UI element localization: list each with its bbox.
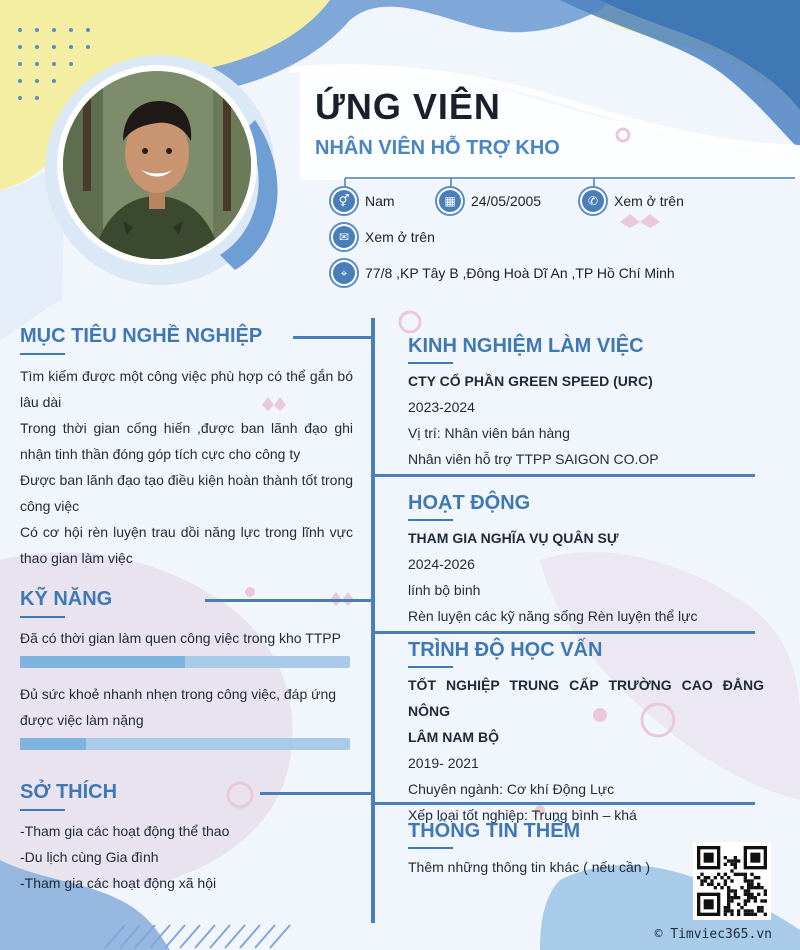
skills-underline	[20, 616, 65, 618]
objective-line: lâu dài	[20, 394, 62, 410]
experience-underline	[408, 362, 453, 364]
gender-value: Nam	[365, 193, 395, 209]
skill-text: được việc làm nặng	[20, 712, 144, 728]
activity-name: THAM GIA NGHĨA VỤ QUÂN SỰ	[408, 530, 619, 546]
objective-line: Có cơ hội rèn luyện trau dồi năng lực trong lĩnh vực	[20, 524, 353, 540]
activity-detail: Rèn luyện các kỹ năng sống Rèn luyện thể lực	[408, 608, 698, 624]
qr-code	[693, 842, 771, 920]
avatar	[57, 65, 257, 265]
experience-detail: Nhân viên hỗ trợ TTPP SAIGON CO.OP	[408, 451, 659, 467]
skill-bar-fill	[20, 738, 86, 750]
extra-underline	[408, 847, 453, 849]
activities-block	[408, 525, 768, 629]
extra-line: Thêm những thông tin khác ( nếu cần )	[408, 859, 651, 875]
objective-title: MỤC TIÊU NGHỀ NGHIỆP	[20, 325, 263, 347]
hobbies-rule	[260, 792, 373, 795]
hobby-item: -Du lịch cùng Gia đình	[20, 849, 159, 865]
skill-item-2	[20, 681, 353, 733]
skills-title: KỸ NĂNG	[20, 588, 113, 610]
activities-underline	[408, 519, 453, 521]
objective-line: nhận tinh thần đóng góp tích cực cho công ty	[20, 446, 301, 462]
education-school: TỐT NGHIỆP TRUNG CẤP TRƯỜNG CAO ĐẲNG NÔNG	[408, 677, 764, 719]
hobby-item: -Tham gia các hoạt động thể thao	[20, 823, 230, 839]
objective-text	[20, 363, 353, 571]
contact-gender	[329, 186, 395, 216]
contact-address	[329, 258, 675, 288]
education-school: LÂM NAM BỘ	[408, 729, 499, 745]
education-rule	[371, 802, 755, 805]
hobbies-list	[20, 818, 353, 896]
experience-company: CTY CỔ PHẦN GREEN SPEED (URC)	[408, 373, 653, 389]
avatar-photo	[63, 71, 251, 259]
objective-line: Được ban lãnh đạo tạo điều kiện hoàn thành tốt trong	[20, 472, 354, 488]
contact-phone	[578, 186, 684, 216]
education-grade: Xếp loại tốt nghiệp: Trung bình – khá	[408, 807, 637, 823]
education-period: 2019- 2021	[408, 755, 479, 771]
skill-item-1	[20, 625, 353, 651]
activity-period: 2024-2026	[408, 556, 475, 572]
skill-text: Đủ sức khoẻ nhanh nhẹn trong công việc, đáp ứng	[20, 686, 337, 702]
phone-value: Xem ở trên	[614, 193, 684, 209]
extra-text	[408, 854, 688, 880]
skill-bar-1	[20, 656, 350, 668]
activities-rule	[371, 631, 755, 634]
hobby-item: -Tham gia các hoạt động xã hội	[20, 875, 217, 891]
address-value: 77/8 ,KP Tây B ,Đông Hoà Dĩ An ,TP Hồ Chí Minh	[365, 265, 675, 281]
birthday-value: 24/05/2005	[471, 193, 542, 209]
location-icon: ⌖	[329, 258, 359, 288]
experience-period: 2023-2024	[408, 399, 475, 415]
skill-text: Đã có thời gian làm quen công việc trong kho TTPP	[20, 630, 341, 646]
qr-code-image	[697, 846, 767, 916]
objective-rule	[293, 336, 373, 339]
education-title: TRÌNH ĐỘ HỌC VẤN	[408, 639, 603, 661]
activity-role: lính bộ binh	[408, 582, 481, 598]
extra-title: THÔNG TIN THÊM	[408, 820, 581, 842]
education-underline	[408, 666, 453, 668]
footer-credit: © Timviec365.vn	[654, 927, 772, 942]
gender-icon: ⚥	[329, 186, 359, 216]
activities-title: HOẠT ĐỘNG	[408, 492, 531, 514]
calendar-icon: ▦	[435, 186, 465, 216]
objective-line: thao gian làm việc	[20, 550, 133, 566]
skill-bar-2	[20, 738, 350, 750]
objective-line: Trong thời gian cống hiến ,được ban lãnh đạo ghi	[20, 420, 353, 436]
education-major: Chuyên ngành: Cơ khí Động Lực	[408, 781, 615, 797]
contact-birthday	[435, 186, 541, 216]
objective-line: Tìm kiếm được một công việc phù hợp có thể gắn bó	[20, 368, 353, 384]
experience-rule	[371, 474, 755, 477]
objective-line: công việc	[20, 498, 80, 514]
experience-block	[408, 368, 768, 472]
experience-title: KINH NGHIỆM LÀM VIỆC	[408, 335, 644, 357]
hobbies-title: SỞ THÍCH	[20, 781, 118, 803]
candidate-name: ỨNG VIÊN	[315, 86, 501, 127]
column-divider	[371, 318, 375, 923]
contact-connector	[340, 170, 800, 190]
skill-bar-fill	[20, 656, 185, 668]
job-position: NHÂN VIÊN HỖ TRỢ KHO	[315, 137, 560, 159]
hobbies-underline	[20, 809, 65, 811]
contact-email	[329, 222, 435, 252]
email-icon: ✉	[329, 222, 359, 252]
email-value: Xem ở trên	[365, 229, 435, 245]
experience-role: Vị trí: Nhân viên bán hàng	[408, 425, 570, 441]
phone-icon: ✆	[578, 186, 608, 216]
skills-rule	[205, 599, 373, 602]
objective-underline	[20, 353, 65, 355]
